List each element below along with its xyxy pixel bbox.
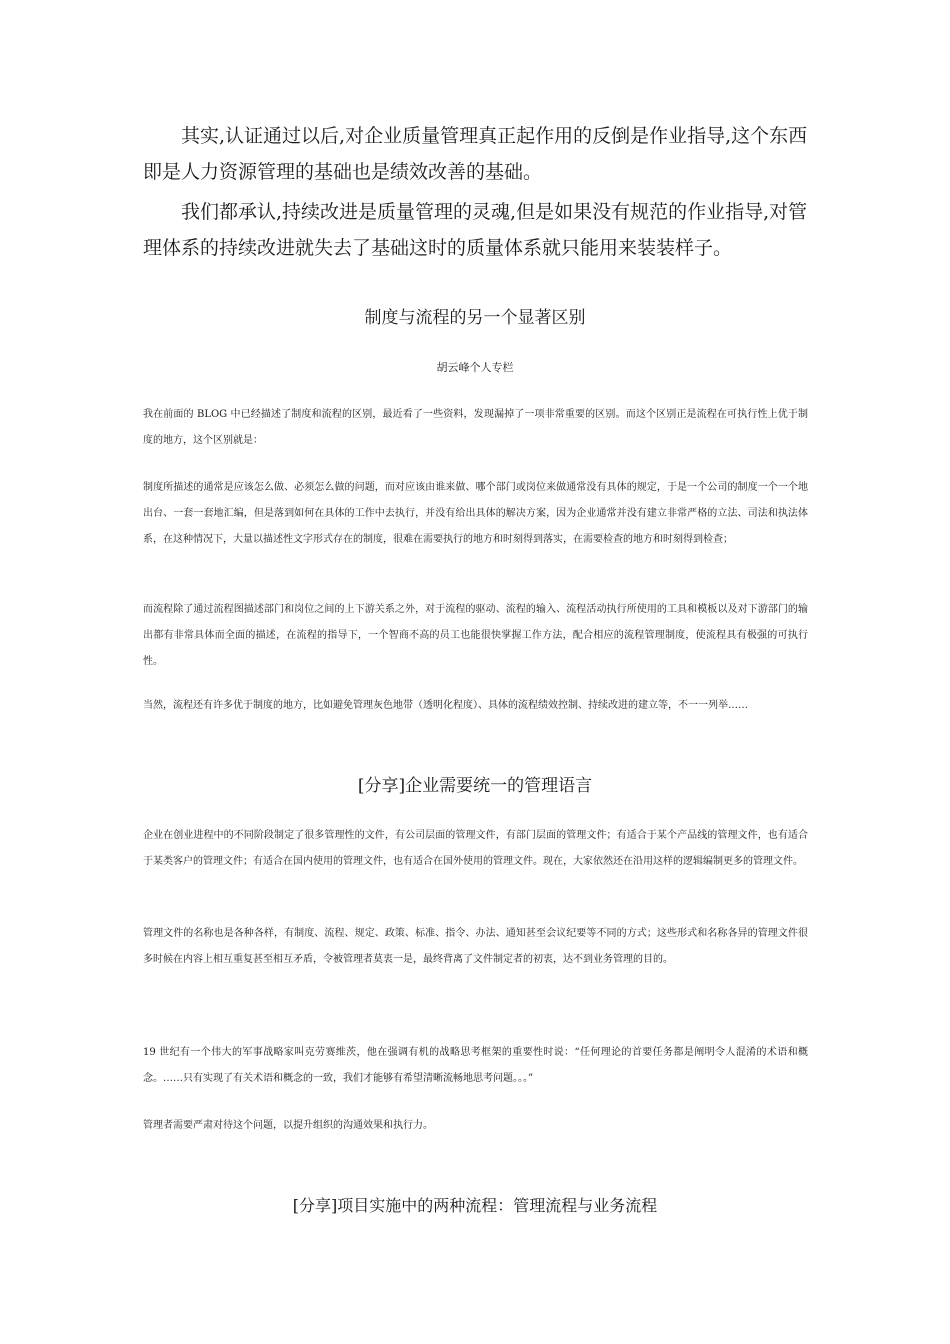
article-2-paragraph-4: 管理者需要严肃对待这个问题，以提升组织的沟通效果和执行力。 [143,1120,433,1131]
article-1-title: 制度与流程的另一个显著区别 [364,308,586,328]
article-1-paragraph-4: 当然，流程还有许多优于制度的地方，比如避免管理灰色地带（透明化程度）、具体的流程绩效控制、持续改进的建立等，不一一列举…… [143,700,748,711]
article-1-paragraph-2: 制度所描述的通常是应该怎么做、必须怎么做的问题，而对应该由谁来做、哪个部门或岗位来做通常没有具体的规定，于是一个公司的制度一个一个地出台、一套一套地汇编，但是落到如何在具体的工作中去执行，并没有给出具体的解决方案，因为企业通常并没有建立非常严格的立法、司法和执法体系，在这种情况下，大量以描述性文字形式存在的制度，很难在需要执行的地方和时刻得到落实，在需要检查的地方和时刻得到检查； [143,482,808,545]
article-1-author: 胡云峰个人专栏 [436,361,514,374]
article-1-paragraph-1: 我在前面的 BLOG 中已经描述了制度和流程的区别，最近看了一些资料，发现漏掉了一项非常重要的区别。而这个区别正是流程在可执行性上优于制度的地方，这个区别就是： [143,409,808,446]
article-2-title: [分享]企业需要统一的管理语言 [357,776,593,796]
article-2-paragraph-1: 企业在创业进程中的不同阶段制定了很多管理性的文件，有公司层面的管理文件，有部门层面的管理文件；有适合于某个产品线的管理文件，也有适合于某类客户的管理文件；有适合在国内使用的管理文件，也有适合在国外使用的管理文件。现在，大家依然还在沿用这样的逻辑编制更多的管理文件。 [143,830,808,867]
article-2-paragraph-2: 管理文件的名称也是各种各样，有制度、流程、规定、政策、标准、指令、办法、通知甚至会议纪要等不同的方式；这些形式和名称各异的管理文件很多时候在内容上相互重复甚至相互矛盾，令被管理者莫衷一是，最终背离了文件制定者的初衷，达不到业务管理的目的。 [143,928,808,965]
article-1-paragraph-3: 而流程除了通过流程图描述部门和岗位之间的上下游关系之外，对于流程的驱动、流程的输入、流程活动执行所使用的工具和模板以及对下游部门的输出都有非常具体而全面的描述，在流程的指导下，一个智商不高的员工也能很快掌握工作方法，配合相应的流程管理制度，使流程具有极强的可执行性。 [143,604,808,667]
intro-paragraph-1: 其实,认证通过以后,对企业质量管理真正起作用的反倒是作业指导,这个东西即是人力资源管理的基础也是绩效改善的基础。 [143,125,808,183]
intro-paragraph-2: 我们都承认,持续改进是质量管理的灵魂,但是如果没有规范的作业指导,对管理体系的持续改进就失去了基础这时的质量体系就只能用来装装样子。 [143,201,808,259]
article-3-title: [分享]项目实施中的两种流程：管理流程与业务流程 [292,1196,658,1215]
article-2-paragraph-3: 19 世纪有一个伟大的军事战略家叫克劳赛维茨，他在强调有机的战略思考框架的重要性时说：“任何理论的首要任务都是阐明令人混淆的术语和概念。……只有实现了有关术语和概念的一致，我们才能够有希望清晰流畅地思考问题。。。” [143,1047,808,1084]
